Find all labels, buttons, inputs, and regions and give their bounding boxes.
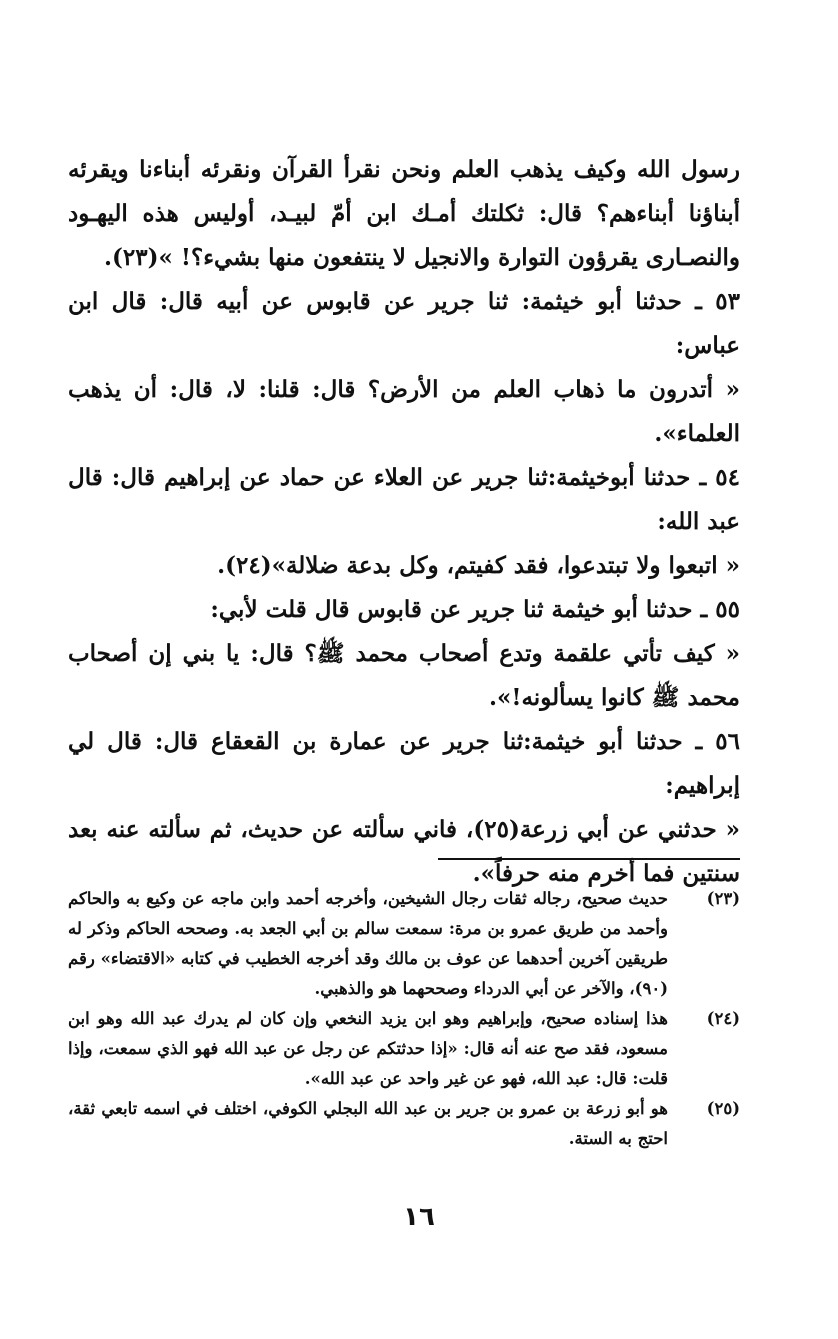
hadith-55-quote: « كيف تأتي علقمة وتدع أصحاب محمد ﷺ؟ قال: يا بني إن أصحاب محمد ﷺ كانوا يسألونه!».	[68, 640, 740, 711]
footnotes	[68, 884, 740, 1154]
hadith-54-quote: « اتبعوا ولا تبتدعوا، فقد كفيتم، وكل بدعة ضلالة»(٢٤).	[217, 552, 740, 579]
hadith-56-quote: « حدثني عن أبي زرعة(٢٥)، فاني سألته عن حديث، ثم سألته عنه بعد سنتين فما أخرم منه حرفاً».	[68, 816, 740, 887]
footnote-25	[68, 1094, 740, 1154]
footnote-24	[68, 1004, 740, 1094]
page-number: ١٦	[403, 1202, 435, 1232]
main-text-body	[68, 148, 740, 896]
hadith-56-chain: ٥٦ ـ حدثنا أبو خيثمة:ثنا جرير عن عمارة بن القعقاع قال: قال لي إبراهيم:	[68, 728, 740, 799]
hadith-55-chain: ٥٥ ـ حدثنا أبو خيثمة ثنا جرير عن قابوس قال قلت لأبي:	[210, 596, 740, 623]
hadith-53-chain: ٥٣ ـ حدثنا أبو خيثمة: ثنا جرير عن قابوس عن أبيه قال: قال ابن عباس:	[68, 288, 740, 359]
footnote-text: حديث صحيح، رجاله ثقات رجال الشيخين، وأخرجه أحمد وابن ماجه عن وكيع به والحاكم وأحمد من طريق عمرو بن مرة: سمعت سالم بن أبي الجعد به. وصححه الحاكم وذكر له طريقين آخرين أحدهما عن عوف بن مالك وقد أخرجه الخطيب في كتابه «الاقتضاء» رقم (٩٠)، والآخر عن أبي الدرداء وصححهما هو والذهبي.	[68, 889, 668, 998]
footnote-text: هذا إسناده صحيح، وإبراهيم وهو ابن يزيد النخعي وإن كان لم يدرك عبد الله وهو ابن مسعود، فقد صح عنه أنه قال: «إذا حدثتكم عن رجل عن عبد الله فهو الذي سمعت، وإذا قلت: قال: عبد الله، فهو عن غير واحد عن عبد الله».	[68, 1009, 668, 1088]
footnote-number: (٢٥)	[706, 1099, 740, 1118]
footnote-number: (٢٣)	[706, 889, 740, 908]
footnote-separator	[438, 858, 740, 860]
footnote-23	[68, 884, 740, 1004]
hadith-53-quote: « أتدرون ما ذهاب العلم من الأرض؟ قال: قلنا: لا، قال: أن يذهب العلماء».	[68, 376, 740, 447]
footnote-number: (٢٤)	[706, 1009, 740, 1028]
paragraph-1: رسول الله وكيف يذهب العلم ونحن نقرأ القرآن ونقرئه أبناءنا ويقرئه أبناؤنا أبناءهم؟ قال: ثكلتك أمـك ابن أمّ لبيـد، أوليس هذه اليهـود والنصـارى يقرؤون التوارة والانجيل لا ينتفعون منها بشيء؟! »(٢٣).	[68, 156, 740, 271]
footnote-text: هو أبو زرعة بن عمرو بن جرير بن عبد الله البجلي الكوفي، اختلف في اسمه تابعي ثقة، احتج به الستة.	[68, 1099, 668, 1148]
hadith-54-chain: ٥٤ ـ حدثنا أبوخيثمة:ثنا جرير عن العلاء عن حماد عن إبراهيم قال: قال عبد الله:	[68, 464, 740, 535]
